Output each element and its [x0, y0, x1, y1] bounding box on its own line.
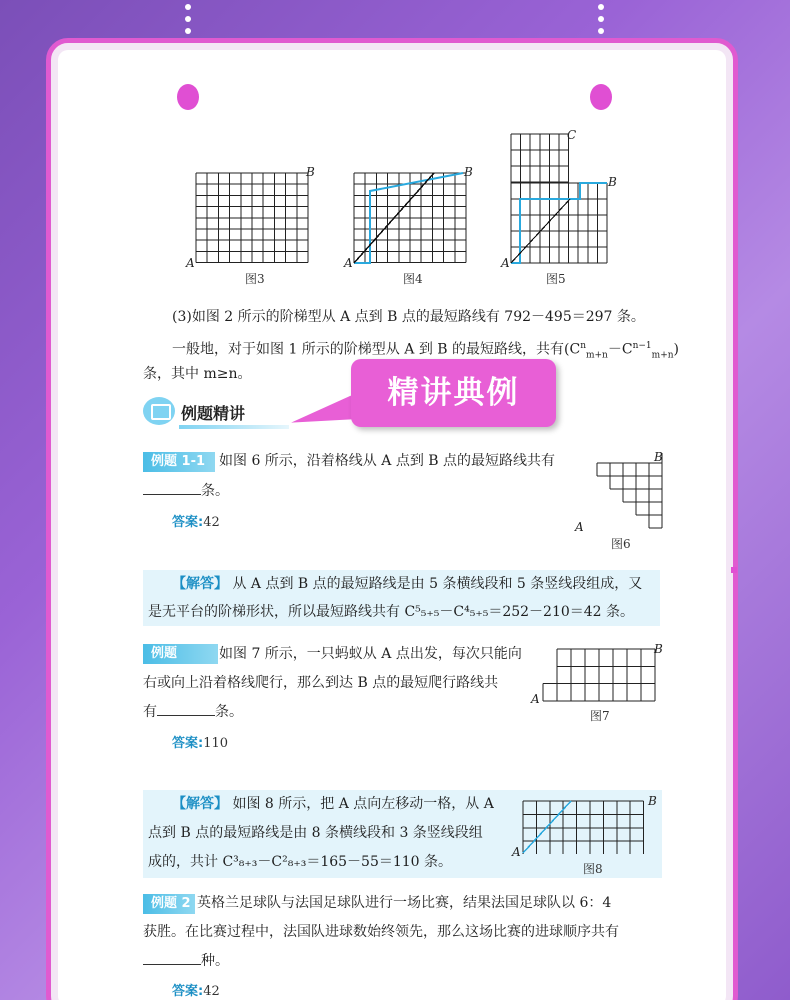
- example-ant-answer: [172, 732, 228, 751]
- section-book-icon: [143, 397, 175, 425]
- figure-5-grid: [510, 133, 610, 264]
- example-ant-line3-prefix: 有: [143, 704, 157, 720]
- example-ant-line3: [143, 699, 243, 725]
- answer-label: 答案:: [172, 515, 204, 530]
- fig4-point-b: B: [464, 165, 473, 179]
- section-underline: [179, 425, 289, 429]
- fig8-point-a: A: [512, 845, 521, 859]
- solution-1-1-line1: [172, 571, 642, 597]
- paragraph-general-formula-end: 条，其中 m≥n。: [143, 366, 252, 382]
- figure-7-grid: [542, 648, 656, 703]
- paragraph-staircase-count: (3)如图 2 所示的阶梯型从 A 点到 B 点的最短路线有 792－495＝297 条。: [172, 309, 645, 325]
- fig5-caption: 图5: [546, 272, 566, 286]
- fig8-caption: 图8: [583, 862, 603, 876]
- answer-blank: [157, 715, 215, 716]
- solution-1-1-line1-text: 从 A 点到 B 点的最短路线是由 5 条横线段和 5 条竖线段组成，又: [232, 576, 643, 592]
- fig4-point-a: A: [344, 256, 353, 270]
- example-1-1-question-line2: [143, 478, 229, 504]
- binder-peg-right: [590, 84, 612, 110]
- fig5-point-b: B: [608, 175, 617, 189]
- solution-head: 【解答】: [172, 796, 228, 812]
- answer-value: 110: [203, 736, 229, 751]
- solution-head: 【解答】: [172, 576, 228, 592]
- fig4-caption: 图4: [403, 272, 423, 286]
- paragraph-general-formula: 一般地，对于如图 1 所示的阶梯型从 A 到 B 的最短路线，共有$(C^n_{m+n}-C^{n-1}_{m+n})$: [172, 341, 679, 361]
- example-tag-2: 例题 2: [143, 894, 195, 914]
- fig7-point-a: A: [531, 692, 540, 706]
- paragraph-general-formula-text: 一般地，对于如图 1 所示的阶梯型从 A 到 B 的最短路线，共有(C: [172, 341, 581, 358]
- example-2-line2: 获胜。在比赛过程中，法国队进球数始终领先，那么这场比赛的进球顺序共有: [143, 924, 619, 940]
- solution-ant-line3: 成的，共计 C³₈₊₃－C²₈₊₃＝165－55＝110 条。: [148, 854, 453, 870]
- answer-label: 答案:: [172, 736, 204, 751]
- fig5-point-c: C: [567, 128, 577, 142]
- answer-blank: [143, 964, 201, 965]
- example-2-line1: 英格兰足球队与法国足球队进行一场比赛，结果法国足球队以 6：4: [197, 895, 612, 911]
- fig3-point-a: A: [186, 256, 195, 270]
- answer-value: 42: [203, 984, 220, 999]
- top-decor-dots-right: [597, 4, 605, 30]
- side-marker: [731, 567, 737, 573]
- example-2-answer: [172, 980, 220, 999]
- solution-ant-line1-text: 如图 8 所示，把 A 点向左移动一格，从 A: [232, 796, 494, 812]
- fig8-point-b: B: [648, 794, 657, 808]
- fig7-caption: 图7: [590, 709, 610, 723]
- solution-1-1-line2: 是无平台的阶梯形状，所以最短路线共有 C⁵₅₊₅－C⁴₅₊₅＝252－210＝42 条。: [148, 604, 635, 620]
- example-2-line3-suffix: 种。: [201, 953, 229, 969]
- figure-4-grid: [353, 172, 468, 264]
- section-title: 例题精讲: [181, 404, 246, 423]
- binder-peg-left: [177, 84, 199, 110]
- answer-label: 答案:: [172, 984, 204, 999]
- fig6-caption: 图6: [611, 537, 631, 551]
- fig8-diagonal: [523, 801, 571, 853]
- figure-3-grid: [195, 172, 310, 264]
- example-ant-line3-suffix: 条。: [215, 704, 243, 720]
- fig5-point-a: A: [501, 256, 510, 270]
- example-tag-ant: 例题: [143, 644, 218, 664]
- solution-ant-line1: [172, 791, 494, 817]
- fig3-caption: 图3: [245, 272, 265, 286]
- answer-blank: [143, 494, 201, 495]
- example-2-line3: [143, 948, 229, 974]
- fig6-point-b: B: [654, 450, 663, 464]
- fig3-point-b: B: [306, 165, 315, 179]
- fig7-point-b: B: [654, 642, 663, 656]
- example-tag-1-1: 例题 1-1: [143, 452, 215, 472]
- figure-8-grid: [522, 800, 646, 854]
- top-decor-dots-left: [184, 4, 192, 30]
- example-1-1-question-line1: 如图 6 所示，沿着格线从 A 点到 B 点的最短路线共有: [219, 453, 556, 469]
- callout-banner: 精讲典例: [351, 359, 556, 427]
- example-ant-line1: 如图 7 所示，一只蚂蚁从 A 点出发，每次只能向: [219, 646, 522, 662]
- solution-ant-line2: 点到 B 点的最短路线是由 8 条横线段和 3 条竖线段组: [148, 825, 483, 841]
- fig6-point-a: A: [575, 520, 584, 534]
- section-header: [143, 397, 293, 429]
- example-ant-line2: 右或向上沿着格线爬行，那么到达 B 点的最短爬行路线共: [143, 675, 499, 691]
- answer-value: 42: [203, 515, 220, 530]
- example-1-1-answer: [172, 511, 220, 530]
- example-1-1-question-suffix: 条。: [201, 483, 229, 499]
